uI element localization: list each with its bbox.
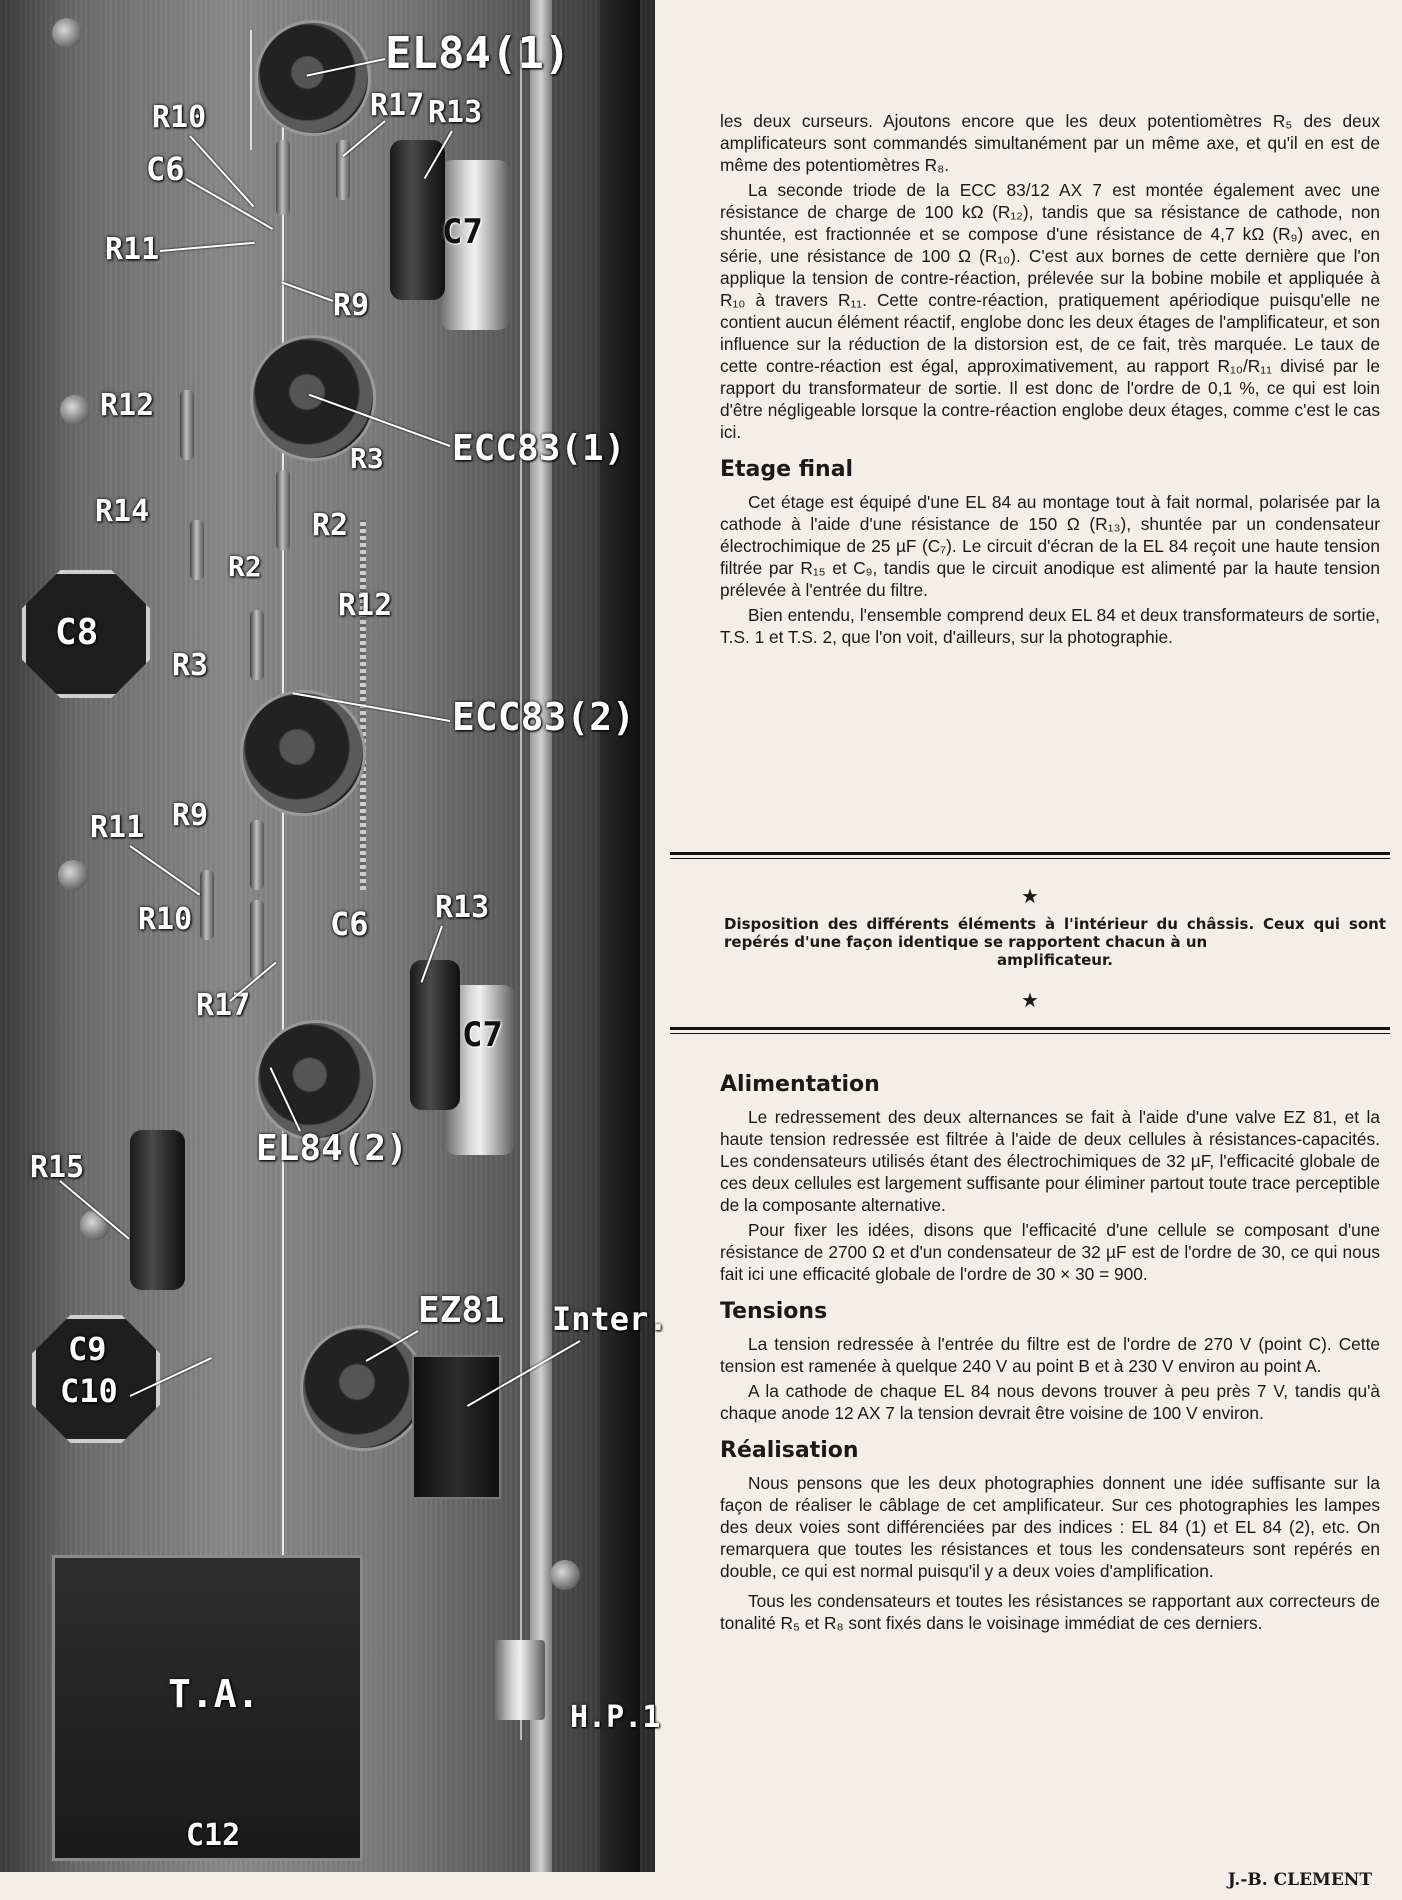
star-icon: ★ — [1021, 988, 1039, 1012]
label-c12: C12 — [186, 1818, 241, 1853]
resistor — [276, 140, 290, 215]
paragraph: Bien entendu, l'ensemble comprend deux EL 84 et deux transformateurs de sortie, T.S. 1 et T.S. 2, que l'on voit, d'ailleurs, sur la photographie. — [720, 605, 1380, 647]
leader-line — [186, 178, 274, 230]
label-r2: R2 — [312, 508, 349, 543]
leader-line — [281, 281, 333, 302]
label-c6: C6 — [146, 150, 185, 188]
label-c9: C9 — [68, 1330, 107, 1368]
hp1-connector — [495, 1640, 545, 1720]
heading-tensions: Tensions — [720, 1299, 828, 1324]
tube-el84-1 — [255, 20, 371, 136]
photo-caption-box — [670, 852, 1390, 1035]
heading-etage-final: Etage final — [720, 457, 854, 482]
leader-line — [129, 845, 200, 895]
screw — [60, 395, 90, 425]
label-el84-1: EL84(1) — [385, 28, 571, 79]
resistor — [200, 870, 214, 940]
article-column-bottom — [720, 1072, 1380, 1634]
label-r11: R11 — [105, 232, 160, 267]
resistor — [250, 820, 264, 890]
divider — [670, 852, 1390, 855]
label-hp1: H.P.1 — [570, 1700, 661, 1735]
chassis-rail — [530, 0, 552, 1872]
label-r10: R10 — [152, 100, 207, 135]
leader-line — [342, 120, 385, 157]
label-r11-bottom: R11 — [90, 810, 145, 845]
label-r13-bottom: R13 — [435, 890, 490, 925]
capacitor-r13-top — [390, 140, 445, 300]
resistor — [190, 520, 204, 580]
label-ta: T.A. — [168, 1672, 260, 1716]
paragraph: Nous pensons que les deux photographies donnent une idée suffisante sur la façon de réaliser le câblage de cet amplificateur. Sur ces photographies les lampes des deux voies sont différenciées par des indices : EL 84 (1) et EL 84 (2), etc. On remarquera que toutes les résistances et tous les condensateurs sont repérés en double, ce qui est normal puisqu'il y a deux voies d'amplification. — [720, 1473, 1380, 1581]
label-r15: R15 — [30, 1150, 85, 1185]
wire — [520, 40, 522, 1740]
screw — [52, 18, 82, 48]
label-r17: R17 — [370, 88, 425, 123]
author-signature: J.-B. CLEMENT — [1227, 1870, 1372, 1890]
resistor — [250, 610, 264, 680]
paragraph: Le redressement des deux alternances se fait à l'aide d'une valve EZ 81, et la haute tension redressée est filtrée à l'aide de deux cellules à résistances-capacités. Les condensateurs utilisés étant des électrochimiques de 32 µF, l'efficacité globale de ces deux cellules est largement suffisante pour éliminer partout toute trace perceptible de la composante alternative. — [720, 1107, 1380, 1215]
caption-text-end: amplificateur. — [997, 951, 1113, 969]
paragraph: Cet étage est équipé d'une EL 84 au montage tout à fait normal, polarisée par la cathode à l'aide d'une résistance de 150 Ω (R₁₃), shuntée par un condensateur électrochimique de 25 µF (C₇). Le circuit d'écran de la EL 84 reçoit une haute tension filtrée par R₁₅ et C₉, tandis que le circuit anodique est alimenté par la haute tension prélevée à l'entrée du filtre. — [720, 492, 1380, 600]
screw — [80, 1210, 110, 1240]
capacitor-r15 — [130, 1130, 185, 1290]
label-ecc83-2: ECC83(2) — [452, 695, 636, 739]
label-r12: R12 — [100, 388, 155, 423]
resistor — [276, 470, 290, 550]
paragraph: A la cathode de chaque EL 84 nous devons trouver à peu près 7 V, tandis qu'à chaque anode 12 AX 7 la tension devrait être voisine de 100 V environ. — [720, 1381, 1380, 1423]
tube-el84-2 — [255, 1020, 376, 1141]
paragraph: Tous les condensateurs et toutes les résistances se rapportant aux correcteurs de tonalité R₅ et R₈ sont fixés dans le voisinage immédiat de ces derniers. — [720, 1591, 1380, 1633]
paragraph: La seconde triode de la ECC 83/12 AX 7 est montée également avec une résistance de charge de 100 kΩ (R₁₂), tandis que sa résistance de cathode, non shuntée, est fractionnée et se compose d'une résistance de 4,7 kΩ (R₉) avec, en série, une résistance de 100 Ω (R₁₀). C'est aux bornes de cette dernière que l'on applique la tension de contre-réaction, prélevée sur la bobine mobile et appliquée à R₁₀ à travers R₁₁. Cette contre-réaction, pratiquement apériodique puisqu'elle ne contient aucun élément réactif, englobe donc les deux étages de l'amplificateur, et son influence sur la réduction de la distorsion est, de ce fait, très marquée. Le taux de cette contre-réaction est égal, approximativement, au rapport R₁₀/R₁₁ divisé par le rapport du transformateur de sortie. Il est donc de l'ordre de 0,1 %, ce qui est loin d'être négligeable lorsque la contre-réaction englobe deux étages, comme c'est le cas ici. — [720, 180, 1380, 442]
label-inter: Inter. — [552, 1300, 668, 1338]
label-r2-mid: R2 — [228, 550, 262, 583]
chassis-photo — [0, 0, 668, 1872]
label-c7: C7 — [442, 212, 483, 252]
label-c10: C10 — [60, 1372, 118, 1410]
wire — [250, 30, 252, 150]
label-r10-bottom: R10 — [138, 902, 193, 937]
label-ez81: EZ81 — [418, 1290, 505, 1331]
star-icon: ★ — [1021, 884, 1039, 908]
leader-line — [160, 242, 255, 252]
paragraph: Pour fixer les idées, disons que l'efficacité d'une cellule se composant d'une résistance de 2700 Ω et d'un condensateur de 32 µF est de l'ordre de 30, ce qui nous fait ici une efficacité globale de l'ordre de 30 × 30 = 900. — [720, 1220, 1380, 1284]
chassis-edge — [600, 0, 640, 1872]
switch-box — [412, 1355, 501, 1499]
label-c8: C8 — [55, 612, 99, 653]
tube-ecc83-2 — [240, 690, 366, 816]
article-column-top — [720, 110, 1380, 648]
heading-realisation: Réalisation — [720, 1438, 859, 1463]
caption-text: Disposition des différents éléments à l'intérieur du châssis. Ceux qui sont repérés d'une façon identique se rapportent chacun à un — [724, 915, 1386, 951]
screw — [550, 1560, 580, 1590]
label-r14: R14 — [95, 494, 150, 529]
label-r9: R9 — [333, 288, 370, 323]
heading-alimentation: Alimentation — [720, 1072, 880, 1097]
screw — [58, 860, 88, 890]
label-c7-bottom: C7 — [462, 1015, 503, 1055]
label-r9-bottom: R9 — [172, 798, 209, 833]
paragraph: les deux curseurs. Ajoutons encore que les deux potentiomètres R₅ des deux amplificateurs sont commandés simultanément par un même axe, et qu'il en est de même des potentiomètres R₈. — [720, 111, 1380, 175]
label-ecc83-1: ECC83(1) — [452, 428, 626, 469]
label-r13: R13 — [428, 95, 483, 130]
paragraph: La tension redressée à l'entrée du filtre est de l'ordre de 270 V (point C). Cette tension est ramenée à quelque 240 V au point B et à 230 V environ au point A. — [720, 1334, 1380, 1376]
label-r12-right: R12 — [338, 588, 393, 623]
label-r3: R3 — [350, 442, 384, 475]
label-r17-bottom: R17 — [196, 988, 251, 1023]
capacitor-dark-bottom — [410, 960, 460, 1110]
divider — [670, 1027, 1390, 1030]
label-el84-2: EL84(2) — [256, 1128, 408, 1169]
tube-ez81 — [300, 1325, 426, 1451]
leader-line — [189, 135, 254, 207]
label-c6-bottom: C6 — [330, 905, 369, 943]
resistor — [250, 900, 264, 980]
resistor — [180, 390, 194, 460]
photo-caption — [724, 915, 1386, 969]
label-r3-left: R3 — [172, 648, 209, 683]
